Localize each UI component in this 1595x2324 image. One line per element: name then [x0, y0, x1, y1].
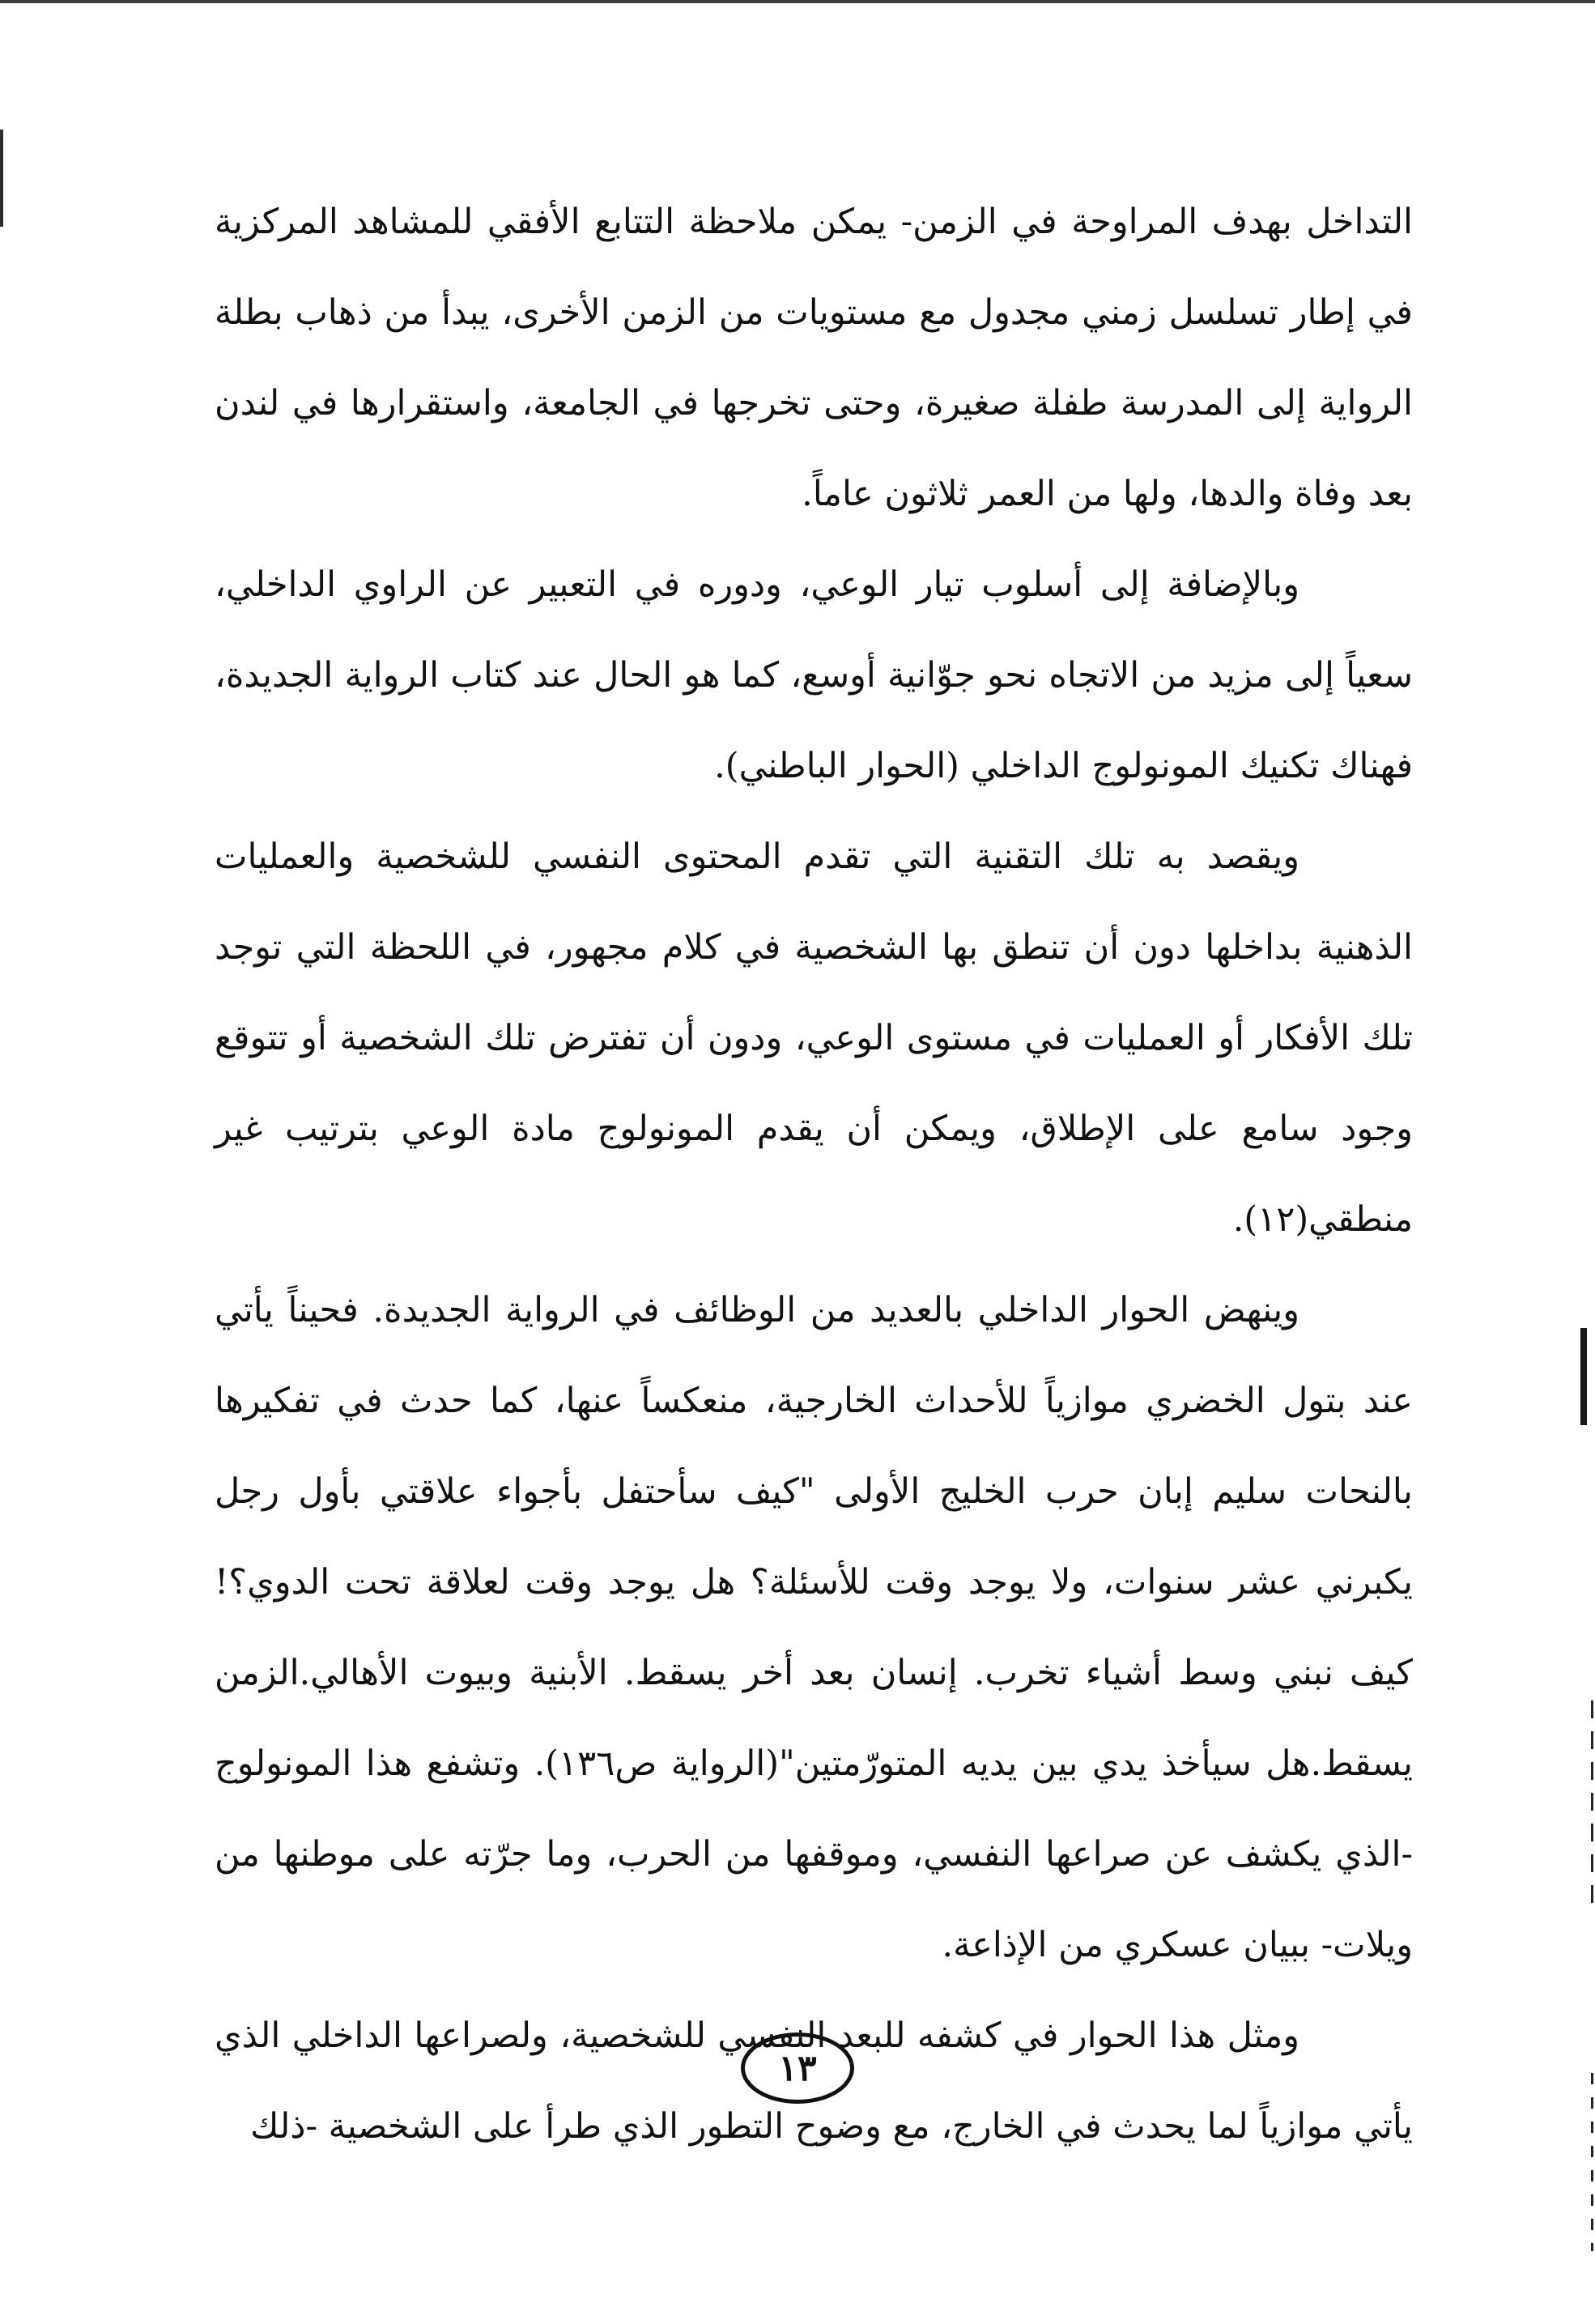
paragraph-5: ومثل هذا الحوار في كشفه للبعد النفسي للشخصية، ولصراعها الداخلي الذي يأتي موازياً لما يحدث في الخارج، مع وضوح التطور الذي طرأ على الشخصية -ذلك — [215, 2015, 1413, 2147]
scan-mark-right-dashed-lower — [1591, 2073, 1593, 2251]
scan-edge-top — [0, 0, 1595, 3]
page-number: ١٣ — [741, 2032, 854, 2104]
paragraph-4: وينهض الحوار الداخلي بالعديد من الوظائف في الرواية الجديدة. فحيناً يأتي عند بتول الخضري موازياً للأحداث الخارجية، منعكساً عنها، كما حدث في تفكيرها بالنحات سليم إبان حرب الخليج الأولى "كيف سأحتفل بأجواء علاقتي بأول رجل يكبرني عشر سنوات، ولا يوجد وقت للأسئلة؟ هل يوجد وقت لعلاقة تحت الدوي؟! كيف نبني وسط أشياء تخرب. إنسان بعد أخر يسقط. الأبنية وبيوت الأهالي.الزمن يسقط.هل سيأخذ يدي بين يديه المتورّمتين"(الرواية ص١٣٦). وتشفع هذا المونولوج -الذي يكشف عن صراعها النفسي، وموقفها من الحرب، وما جرّته على موطنها من ويلات- ببيان عسكري من الإذاعة. — [215, 1290, 1414, 1965]
page-body — [215, 177, 1413, 2172]
paragraph-2: وبالإضافة إلى أسلوب تيار الوعي، ودوره في التعبير عن الراوي الداخلي، سعياً إلى مزيد من الاتجاه نحو جوّانية أوسع، كما هو الحال عند كتاب الرواية الجديدة، فهناك تكنيك المونولوج الداخلي (الحوار الباطني). — [215, 564, 1413, 786]
scan-mark-right — [1580, 1328, 1587, 1425]
paragraph-3: ويقصد به تلك التقنية التي تقدم المحتوى النفسي للشخصية والعمليات الذهنية بداخلها دون أن تنطق بها الشخصية في كلام مجهور، في اللحظة التي توجد تلك الأفكار أو العمليات في مستوى الوعي، ودون أن تفترض تلك الشخصية أو تتوقع وجود سامع على الإطلاق، ويمكن أن يقدم المونولوج مادة الوعي بترتيب غير منطقي(١٢). — [215, 836, 1414, 1240]
scan-mark-left — [0, 130, 3, 227]
scan-mark-right-dashed — [1591, 1700, 1593, 1911]
paragraph-1: التداخل بهدف المراوحة في الزمن- يمكن ملاحظة التتابع الأفقي للمشاهد المركزية في إطار تسلسل زمني مجدول مع مستويات من الزمن الأخرى، يبدأ من ذهاب بطلة الرواية إلى المدرسة طفلة صغيرة، وحتى تخرجها في الجامعة، واستقرارها في لندن بعد وفاة والدها، ولها من العمر ثلاثون عاماً. — [215, 202, 1413, 514]
